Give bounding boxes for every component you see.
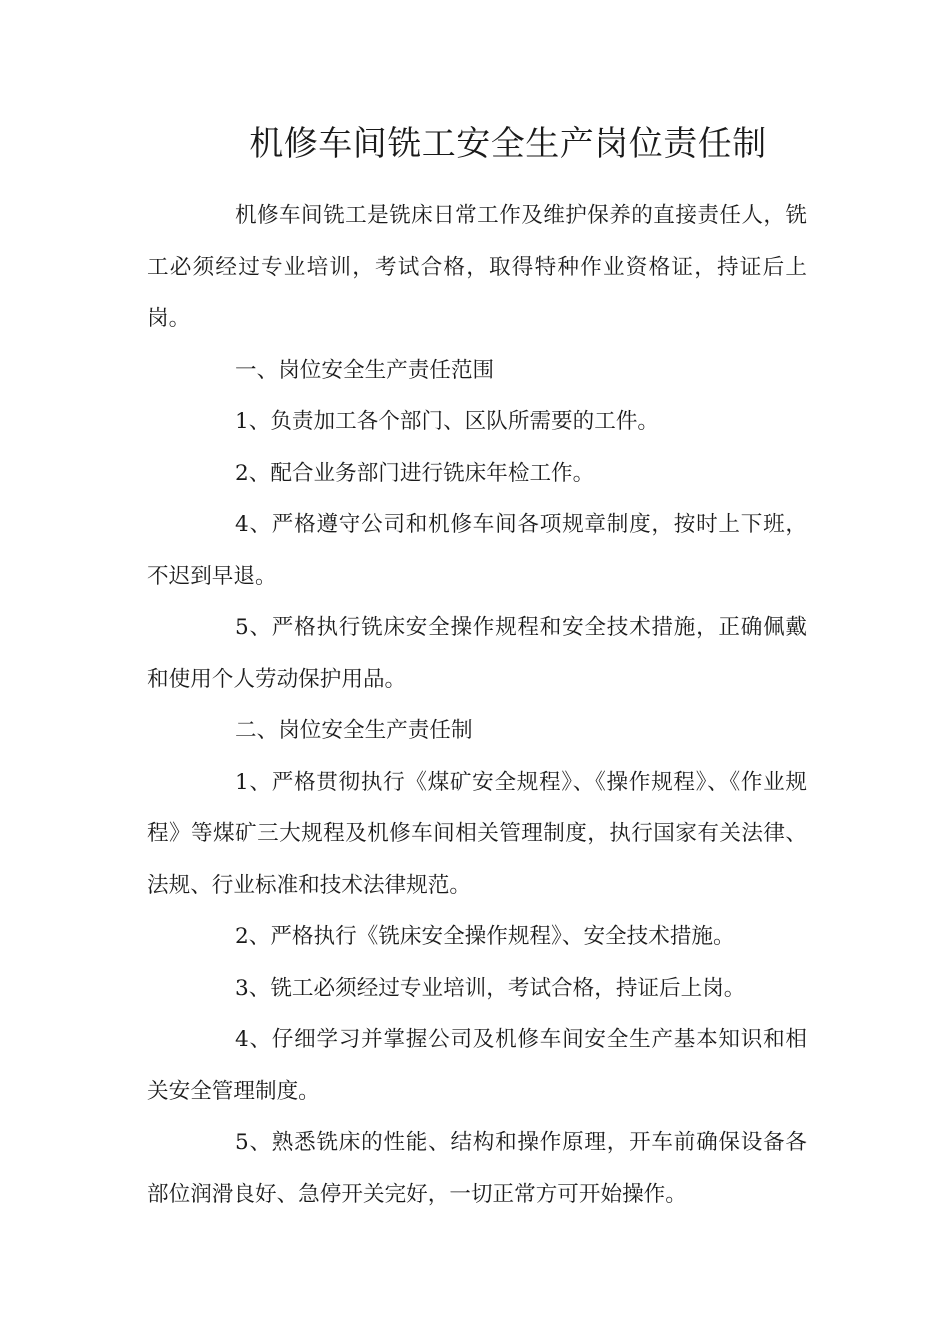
document-body: [147, 190, 807, 1220]
system-item-4: 4、仔细学习并掌握公司及机修车间安全生产基本知识和相关安全管理制度。: [147, 1027, 807, 1104]
scope-item-5: 5、严格执行铣床安全操作规程和安全技术措施，正确佩戴和使用个人劳动保护用品。: [147, 615, 807, 692]
scope-item-1: 1、负责加工各个部门、区队所需要的工件。: [235, 409, 660, 434]
system-item-1: 1、严格贯彻执行《煤矿安全规程》、《操作规程》、《作业规程》等煤矿三大规程及机修车间相关管理制度，执行国家有关法律、法规、行业标准和技术法律规范。: [147, 769, 807, 898]
intro-paragraph: 机修车间铣工是铣床日常工作及维护保养的直接责任人，铣工必须经过专业培训，考试合格，取得特种作业资格证，持证后上岗。: [147, 203, 807, 331]
section-heading-responsibility-system: 二、岗位安全生产责任制: [235, 718, 473, 743]
scope-item-2: 2、配合业务部门进行铣床年检工作。: [235, 460, 595, 486]
system-item-3: 3、铣工必须经过专业培训，考试合格，持证后上岗。: [235, 975, 746, 1001]
section-heading-responsibility-scope: 一、岗位安全生产责任范围: [235, 357, 495, 383]
system-item-2: 2、严格执行《铣床安全操作规程》、安全技术措施。: [235, 924, 735, 949]
document-title: 机修车间铣工安全生产岗位责任制: [249, 124, 767, 164]
system-item-5: 5、熟悉铣床的性能、结构和操作原理，开车前确保设备各部位润滑良好、急停开关完好，一切正常方可开始操作。: [147, 1130, 807, 1207]
scope-item-4: 4、严格遵守公司和机修车间各项规章制度，按时上下班，不迟到早退。: [147, 512, 807, 589]
